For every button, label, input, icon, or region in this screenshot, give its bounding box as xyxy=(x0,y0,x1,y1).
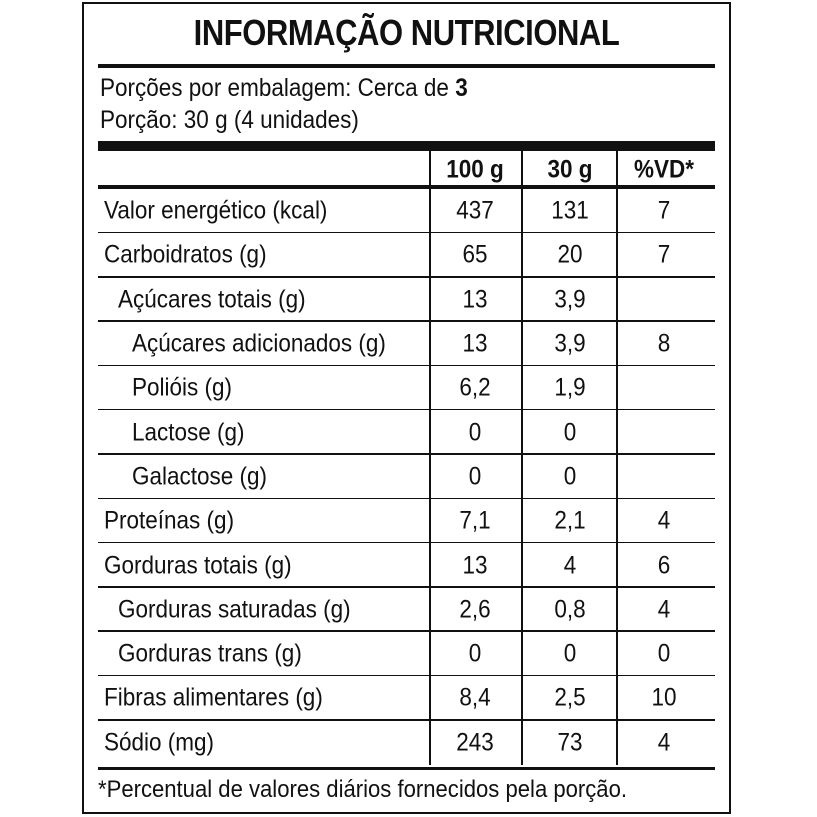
table-row xyxy=(98,455,715,499)
value-per-100g: 243 xyxy=(456,728,494,757)
value-per-30g: 1,9 xyxy=(554,373,586,402)
table-row xyxy=(98,543,715,587)
daily-value-percent: 10 xyxy=(651,683,677,712)
value-per-30g: 73 xyxy=(557,728,583,757)
servings-per-package-value: 3 xyxy=(455,74,468,102)
daily-value-percent: 4 xyxy=(657,595,671,624)
value-per-100g: 437 xyxy=(456,196,494,225)
table-row xyxy=(98,189,715,233)
value-per-100g: 65 xyxy=(462,240,488,269)
servings-per-package-label: Porções por embalagem: Cerca de xyxy=(100,74,456,102)
table-row xyxy=(98,322,715,366)
nutrient-label: Proteínas (g) xyxy=(104,506,235,535)
column-divider xyxy=(616,151,618,765)
value-per-100g: 6,2 xyxy=(459,373,491,402)
daily-value-percent: 7 xyxy=(657,196,671,225)
table-row xyxy=(98,411,715,455)
daily-value-percent: 7 xyxy=(657,240,671,269)
value-per-30g: 4 xyxy=(563,551,577,580)
nutrient-label: Polióis (g) xyxy=(132,373,233,402)
table-row xyxy=(98,278,715,322)
column-header: 100 g xyxy=(446,155,504,184)
nutrient-label: Açúcares totais (g) xyxy=(118,285,306,314)
nutrient-label: Fibras alimentares (g) xyxy=(104,683,323,712)
nutrient-label: Galactose (g) xyxy=(132,462,268,491)
nutrient-label: Açúcares adicionados (g) xyxy=(132,329,386,358)
value-per-100g: 13 xyxy=(462,329,488,358)
daily-value-percent: 4 xyxy=(657,506,671,535)
column-header: %VD* xyxy=(633,155,695,184)
column-header: 30 g xyxy=(547,155,593,184)
value-per-100g: 0 xyxy=(468,639,482,668)
nutrient-label: Gorduras saturadas (g) xyxy=(118,595,351,624)
daily-value-percent: 6 xyxy=(657,551,671,580)
portion-size: Porção: 30 g (4 unidades) xyxy=(100,106,359,134)
value-per-100g: 13 xyxy=(462,551,488,580)
value-per-30g: 3,9 xyxy=(554,329,586,358)
daily-value-percent: 8 xyxy=(657,329,671,358)
value-per-30g: 0 xyxy=(563,639,577,668)
header-thick-divider xyxy=(98,141,715,151)
table-header-row xyxy=(98,151,715,189)
value-per-30g: 2,5 xyxy=(554,683,586,712)
value-per-30g: 0 xyxy=(563,418,577,447)
value-per-30g: 3,9 xyxy=(554,285,586,314)
nutrient-label: Lactose (g) xyxy=(132,418,245,447)
table-bottom-divider xyxy=(98,767,715,770)
nutrient-label: Sódio (mg) xyxy=(104,728,215,757)
footnote: *Percentual de valores diários fornecidos pela porção. xyxy=(98,776,628,803)
table-row xyxy=(98,721,715,765)
table-row xyxy=(98,366,715,410)
daily-value-percent: 0 xyxy=(657,639,671,668)
value-per-30g: 20 xyxy=(557,240,583,269)
value-per-30g: 131 xyxy=(551,196,589,225)
column-divider xyxy=(521,151,523,765)
nutrition-facts-panel xyxy=(82,2,731,814)
column-divider xyxy=(429,151,431,765)
nutrient-label: Carboidratos (g) xyxy=(104,240,267,269)
value-per-30g: 0 xyxy=(563,462,577,491)
table-row xyxy=(98,676,715,720)
value-per-100g: 7,1 xyxy=(459,506,491,535)
servings-per-package xyxy=(100,74,468,103)
table-row xyxy=(98,632,715,676)
value-per-100g: 13 xyxy=(462,285,488,314)
value-per-100g: 0 xyxy=(468,418,482,447)
table-row xyxy=(98,233,715,277)
value-per-100g: 0 xyxy=(468,462,482,491)
nutrient-label: Valor energético (kcal) xyxy=(104,196,328,225)
table-row xyxy=(98,588,715,632)
daily-value-percent: 4 xyxy=(657,728,671,757)
panel-title: INFORMAÇÃO NUTRICIONAL xyxy=(193,12,620,53)
nutrient-label: Gorduras trans (g) xyxy=(118,639,302,668)
title-divider xyxy=(98,64,715,68)
table-row xyxy=(98,499,715,543)
value-per-100g: 2,6 xyxy=(459,595,491,624)
nutrient-label: Gorduras totais (g) xyxy=(104,551,292,580)
value-per-30g: 2,1 xyxy=(554,506,586,535)
value-per-100g: 8,4 xyxy=(459,683,491,712)
value-per-30g: 0,8 xyxy=(554,595,586,624)
